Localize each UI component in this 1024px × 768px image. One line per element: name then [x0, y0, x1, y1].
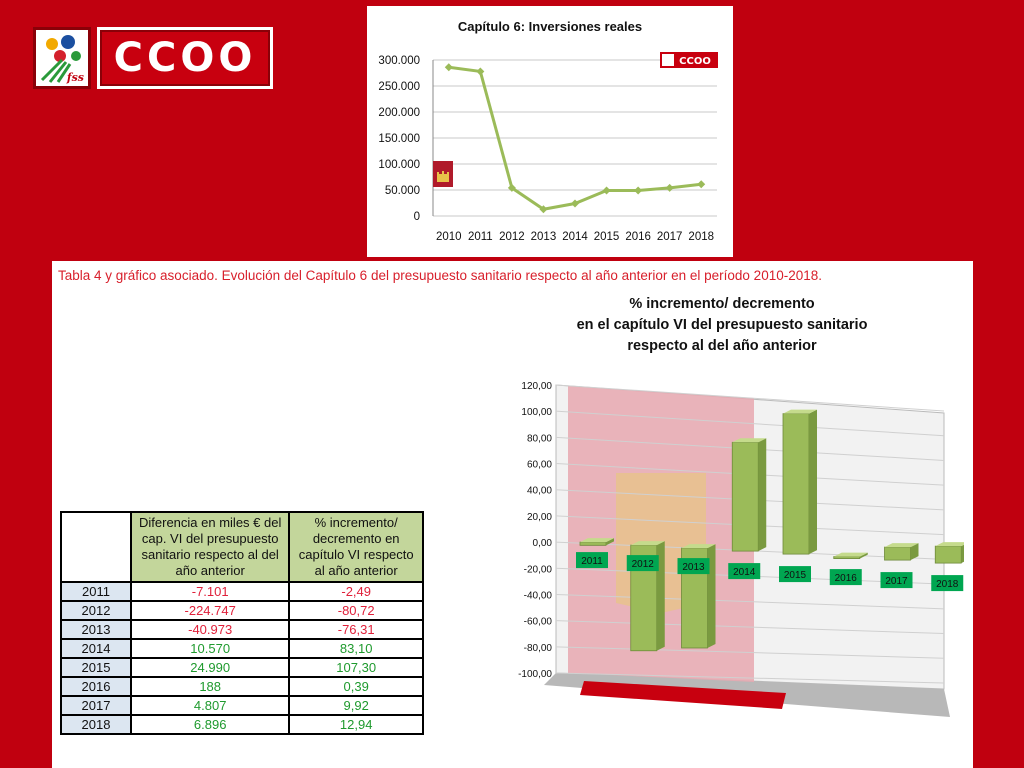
bar-chart — [484, 373, 964, 733]
table-cell-pct: -80,72 — [289, 601, 423, 620]
bar-title-line-3: respecto al del año anterior — [627, 338, 817, 354]
y-tick-label: 80,00 — [526, 433, 552, 445]
table-caption: Tabla 4 y gráfico asociado. Evolución del Capítulo 6 del presupuesto sanitario respecto al año anterior en el período 2010-2018. — [58, 268, 822, 283]
ccoo-text: CCOO — [113, 35, 257, 81]
x-tick-label: 2013 — [682, 562, 705, 574]
bar-chart-title — [552, 294, 892, 357]
table-cell-pct: 0,39 — [289, 677, 423, 696]
table-cell-year: 2011 — [61, 582, 131, 601]
table-cell-year: 2013 — [61, 620, 131, 639]
bar-side — [758, 438, 766, 551]
y-tick-label: 200.000 — [378, 107, 420, 119]
table-cell-diff: 188 — [131, 677, 289, 696]
bar-title-line-1: % incremento/ decremento — [629, 296, 815, 312]
table-cell-pct: 83,10 — [289, 639, 423, 658]
table-cell-diff: 10.570 — [131, 639, 289, 658]
table-cell-diff: 6.896 — [131, 715, 289, 734]
y-tick-label: 100,00 — [521, 407, 552, 419]
ccoo-logo — [33, 27, 273, 89]
y-tick-label: -80,00 — [523, 642, 552, 654]
bar-front — [935, 546, 961, 563]
line-chart — [367, 6, 733, 257]
y-tick-label: 20,00 — [526, 511, 552, 523]
bar-2012 — [627, 541, 665, 651]
table-cell-diff: 24.990 — [131, 658, 289, 677]
bar-title-line-2: en el capítulo VI del presupuesto sanitario — [576, 317, 868, 333]
table-row — [61, 715, 423, 734]
bar-2013 — [678, 544, 716, 648]
data-point — [697, 180, 705, 188]
y-tick-label: -40,00 — [523, 590, 552, 602]
bar-front — [580, 542, 606, 545]
table-cell-diff: -7.101 — [131, 582, 289, 601]
line-chart-title: Capítulo 6: Inversiones reales — [457, 19, 643, 34]
y-tick-label: 0 — [413, 211, 420, 223]
data-table — [60, 511, 424, 735]
y-tick-label: -60,00 — [523, 616, 552, 628]
x-tick-label: 2018 — [936, 579, 959, 591]
data-point — [445, 63, 453, 71]
bar-chart-panel — [52, 261, 973, 768]
x-tick-label: 2013 — [530, 231, 557, 243]
x-tick-label: 2014 — [733, 567, 756, 579]
fss-text: fss — [66, 71, 84, 84]
castle-emblem-icon — [433, 161, 453, 187]
table-cell-year: 2017 — [61, 696, 131, 715]
x-tick-label: 2014 — [562, 231, 588, 243]
bar-front — [732, 442, 758, 551]
table-header-blank — [61, 512, 131, 582]
bar-side — [809, 410, 817, 554]
x-tick-label: 2015 — [783, 570, 807, 582]
x-tick-label: 2017 — [885, 576, 908, 588]
y-tick-label: 40,00 — [526, 485, 552, 497]
bar-front — [834, 557, 860, 559]
y-tick-label: 50.000 — [384, 185, 420, 197]
y-tick-label: 60,00 — [526, 459, 552, 471]
x-tick-label: 2011 — [467, 231, 493, 243]
y-tick-label: 300.000 — [378, 55, 420, 67]
table-cell-year: 2012 — [61, 601, 131, 620]
ccoo-badge-text: CCOO — [679, 56, 711, 67]
data-point — [603, 187, 611, 195]
x-tick-label: 2016 — [625, 231, 651, 243]
bar-front — [885, 547, 911, 560]
table-header-pct: % incremento/ decremento en capítulo VI respecto al año anterior — [289, 512, 423, 582]
data-point — [476, 67, 484, 75]
table-row — [61, 658, 423, 677]
x-tick-label: 2012 — [631, 559, 654, 571]
table-row — [61, 601, 423, 620]
table-cell-pct: 107,30 — [289, 658, 423, 677]
y-tick-label: -100,00 — [518, 669, 552, 680]
x-tick-label: 2017 — [656, 231, 683, 243]
ccoo-wordmark — [97, 27, 273, 89]
line-chart-panel — [367, 6, 733, 257]
ccoo-badge — [660, 52, 718, 68]
x-tick-label: 2012 — [499, 231, 525, 243]
table-cell-pct: -76,31 — [289, 620, 423, 639]
data-point — [634, 187, 642, 195]
x-tick-label: 2016 — [834, 573, 857, 585]
y-tick-label: 0,00 — [532, 538, 552, 550]
table-row — [61, 620, 423, 639]
y-tick-label: 250.000 — [378, 81, 420, 93]
data-point — [571, 200, 579, 208]
table-row — [61, 696, 423, 715]
table-cell-diff: -40.973 — [131, 620, 289, 639]
table-cell-pct: 9,92 — [289, 696, 423, 715]
data-point — [666, 184, 674, 192]
table-row — [61, 677, 423, 696]
table-cell-diff: -224.747 — [131, 601, 289, 620]
table-header-diff: Diferencia en miles € del cap. VI del presupuesto sanitario respecto al del año anterior — [131, 512, 289, 582]
table-row — [61, 582, 423, 601]
y-tick-label: -20,00 — [523, 564, 552, 576]
table-cell-year: 2016 — [61, 677, 131, 696]
x-tick-label: 2011 — [581, 556, 603, 568]
table-row — [61, 639, 423, 658]
x-tick-label: 2018 — [688, 231, 715, 243]
table-cell-diff: 4.807 — [131, 696, 289, 715]
fss-logo — [33, 27, 91, 89]
y-tick-label: 100.000 — [378, 159, 420, 171]
table-cell-year: 2018 — [61, 715, 131, 734]
table-cell-pct: 12,94 — [289, 715, 423, 734]
table-cell-pct: -2,49 — [289, 582, 423, 601]
y-tick-label: 150.000 — [378, 133, 420, 145]
x-tick-label: 2010 — [435, 231, 462, 243]
table-cell-year: 2014 — [61, 639, 131, 658]
y-tick-label: 120,00 — [521, 381, 552, 392]
bar-front — [783, 414, 809, 554]
x-tick-label: 2015 — [593, 231, 620, 243]
table-cell-year: 2015 — [61, 658, 131, 677]
